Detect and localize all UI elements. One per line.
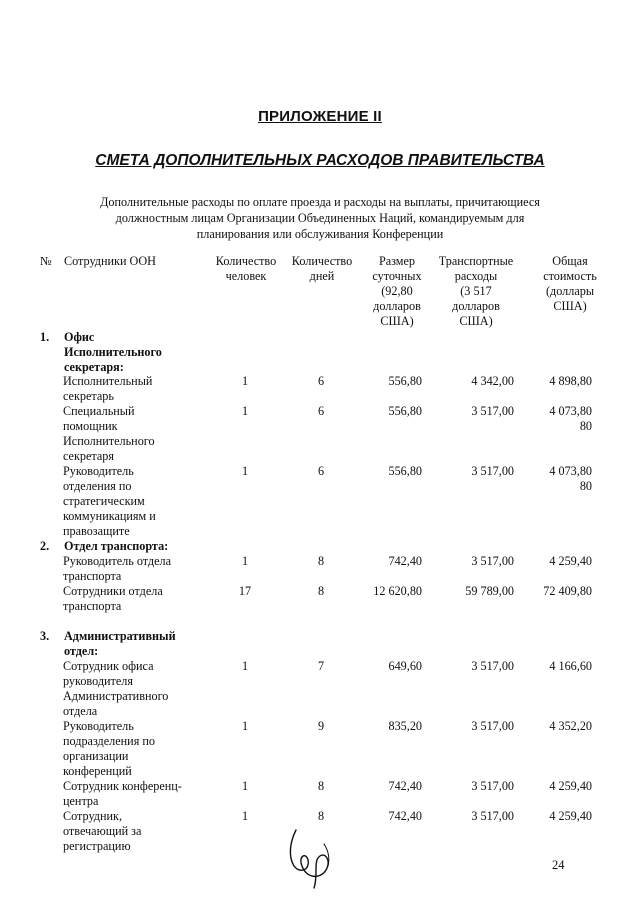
days-count: 7 [317,659,325,673]
section-title [64,629,204,659]
header-line: Количество [291,254,353,268]
header-line: США) [459,314,493,328]
subtitle-line: должностным лицам Организации Объединенных Наций, командируемым для [115,211,525,225]
staff-line: руководителя [63,674,133,688]
header-number: № [40,254,52,268]
staff-line: правозащите [63,524,130,538]
days-count: 9 [317,719,325,733]
transport-value: 3 517,00 [471,554,514,568]
subtitle [70,194,570,242]
section-title-line: Исполнительного [64,345,162,359]
subtitle-line: Дополнительные расходы по оплате проезда и расходы на выплаты, причитающиеся [100,195,540,209]
per-diem-value: 556,80 [388,374,422,388]
staff-line: коммуникациям и [63,509,156,523]
staff-line: секретарь [63,389,114,403]
transport-value: 3 517,00 [471,779,514,793]
transport-value: 3 517,00 [471,404,514,418]
staff-line: помощник [63,419,118,433]
annex-title: ПРИЛОЖЕНИЕ II [258,108,382,125]
section-number: 2. [40,539,50,553]
staff-line: центра [63,794,99,808]
people-count: 17 [238,584,252,598]
header-line: Размер [378,254,416,268]
header-line: США) [380,314,414,328]
staff-label [63,404,201,464]
section-title [64,539,204,554]
header-total [530,254,610,314]
staff-label [63,584,201,614]
header-line: Транспортные [438,254,514,268]
header-transport [426,254,526,329]
transport-value: 3 517,00 [471,464,514,478]
section-title-line: Офис [64,330,95,344]
staff-line: Исполнительный [63,374,153,388]
people-count: 1 [241,809,249,823]
section-title [64,330,204,375]
people-count: 1 [241,659,249,673]
total-value [528,659,592,674]
header-line: Количество [215,254,277,268]
staff-line: отвечающий за [63,824,142,838]
days-count: 6 [317,464,325,478]
staff-label [63,809,201,854]
days-count: 8 [317,584,325,598]
per-diem-value: 742,40 [388,554,422,568]
header-per-diem [357,254,437,329]
staff-label [63,779,201,809]
total-line: 4 898,80 [549,374,592,388]
staff-line: Исполнительного [63,434,155,448]
days-count: 8 [317,554,325,568]
subtitle-line: планирования или обслуживания Конференции [196,227,444,241]
header-line: (92,80 [381,284,413,298]
total-value [528,584,592,599]
total-line: 4 259,40 [549,809,592,823]
staff-line: Сотрудник конференц- [63,779,182,793]
total-value [528,809,592,824]
per-diem-value: 742,40 [388,779,422,793]
days-count: 8 [317,779,325,793]
staff-label [63,374,201,404]
transport-value: 3 517,00 [471,809,514,823]
staff-label [63,719,201,779]
staff-line: конференций [63,764,132,778]
section-title-line: секретаря: [64,360,124,374]
transport-value: 4 342,00 [471,374,514,388]
total-line: 4 259,40 [549,554,592,568]
page-number: 24 [552,858,565,872]
people-count: 1 [241,554,249,568]
per-diem-value: 835,20 [388,719,422,733]
staff-line: Специальный [63,404,135,418]
per-diem-value: 742,40 [388,809,422,823]
transport-value: 59 789,00 [465,584,514,598]
total-line: 4 259,40 [549,779,592,793]
total-value [528,554,592,569]
people-count: 1 [241,779,249,793]
days-count: 6 [317,374,325,388]
header-staff: Сотрудники ООН [64,254,156,268]
per-diem-value: 556,80 [388,464,422,478]
total-line: 4 352,20 [549,719,592,733]
staff-line: транспорта [63,599,122,613]
staff-line: Руководитель [63,719,134,733]
staff-line: Руководитель [63,464,134,478]
per-diem-value: 649,60 [388,659,422,673]
staff-line: отделения по [63,479,132,493]
total-line: 80 [579,419,592,433]
header-days [284,254,360,284]
staff-line: Административного [63,689,169,703]
total-value [528,404,592,434]
handwritten-signature [284,826,340,896]
staff-line: регистрацию [63,839,131,853]
total-line: 4 166,60 [549,659,592,673]
main-title: СМЕТА ДОПОЛНИТЕЛЬНЫХ РАСХОДОВ ПРАВИТЕЛЬСТВА [95,152,545,169]
header-line: долларов [373,299,421,313]
header-line: расходы [454,269,498,283]
section-number: 3. [40,629,50,643]
staff-line: Сотрудник офиса [63,659,154,673]
people-count: 1 [241,374,249,388]
total-value [528,464,592,494]
staff-line: секретаря [63,449,114,463]
staff-label [63,464,201,539]
total-line: 72 409,80 [543,584,592,598]
total-value [528,374,592,389]
section-title-line: Административный [64,629,176,643]
staff-line: Руководитель отдела [63,554,172,568]
staff-line: стратегическим [63,494,145,508]
total-value [528,719,592,734]
header-line: (доллары [545,284,595,298]
days-count: 6 [317,404,325,418]
staff-line: Сотрудник, [63,809,123,823]
transport-value: 3 517,00 [471,719,514,733]
total-line: 4 073,80 [549,464,592,478]
staff-line: Сотрудники отдела [63,584,163,598]
header-line: США) [553,299,587,313]
staff-line: организации [63,749,129,763]
staff-line: транспорта [63,569,122,583]
header-line: человек [225,269,267,283]
staff-label [63,659,201,719]
people-count: 1 [241,464,249,478]
total-value [528,779,592,794]
people-count: 1 [241,719,249,733]
section-title-line: Отдел транспорта: [64,539,169,553]
header-line: стоимость [543,269,597,283]
staff-line: отдела [63,704,98,718]
header-line: долларов [452,299,500,313]
section-title-line: отдел: [64,644,99,658]
staff-label [63,554,201,584]
header-line: суточных [372,269,422,283]
per-diem-value: 556,80 [388,404,422,418]
days-count: 8 [317,809,325,823]
total-line: 4 073,80 [549,404,592,418]
header-line: Общая [552,254,588,268]
total-line: 80 [579,479,592,493]
header-line: дней [309,269,335,283]
per-diem-value: 12 620,80 [373,584,422,598]
section-number: 1. [40,330,50,344]
header-line: (3 517 [460,284,492,298]
staff-line: подразделения по [63,734,155,748]
header-people [206,254,286,284]
transport-value: 3 517,00 [471,659,514,673]
people-count: 1 [241,404,249,418]
